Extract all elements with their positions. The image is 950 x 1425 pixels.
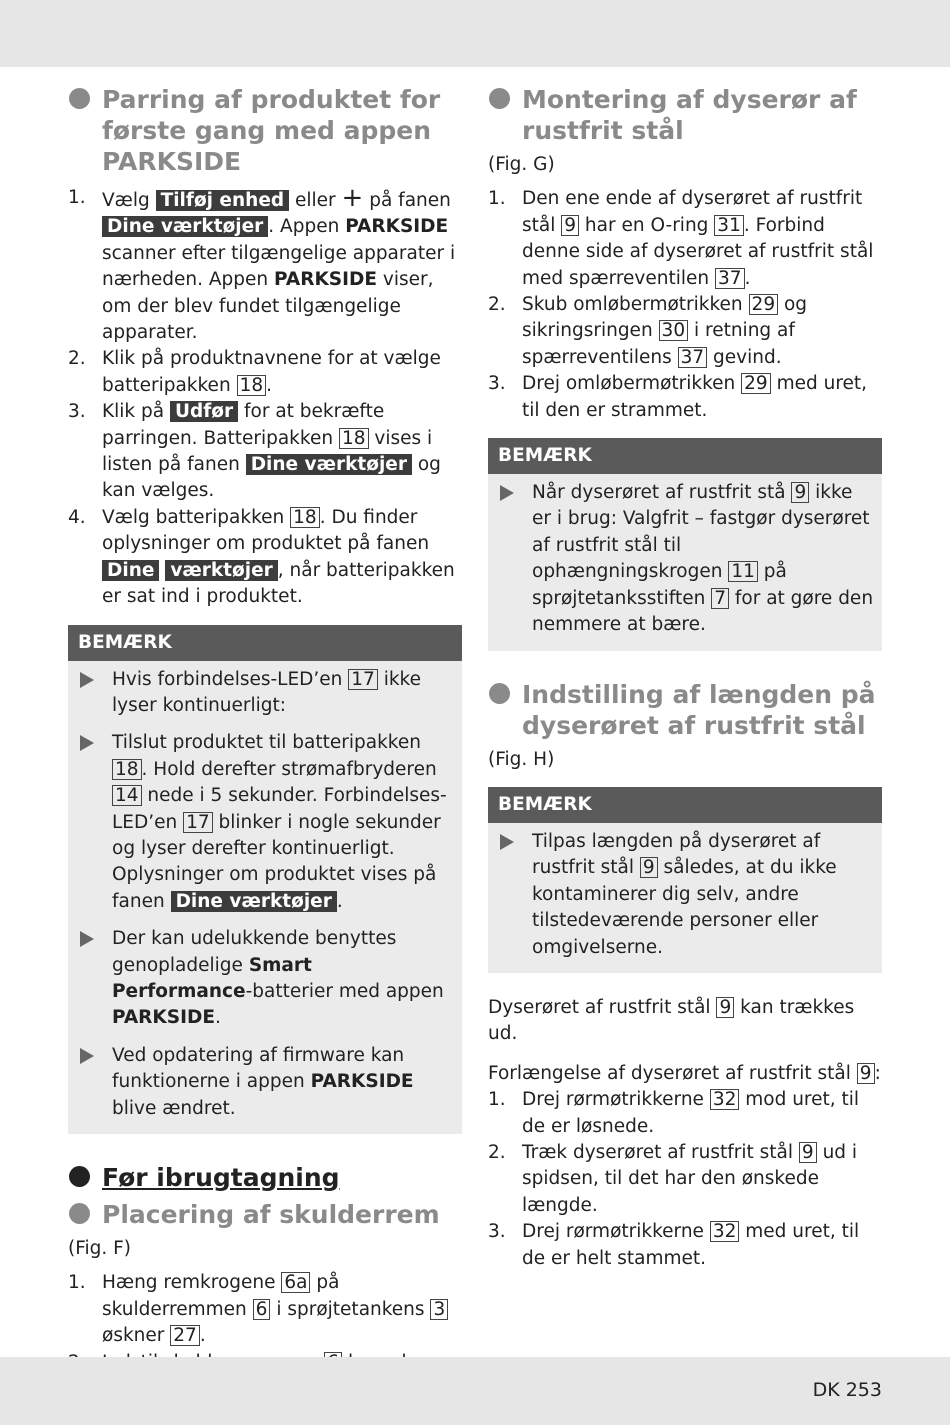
heading-mount-nozzle: Montering af dyserør af rustfrit stål [488, 84, 882, 146]
plus-icon: + [341, 183, 364, 213]
left-column [68, 84, 462, 1376]
note-heading: BEMÆRK [488, 438, 882, 474]
heading-pairing: Parring af produktet for første gang med appen PARKSIDE [68, 84, 462, 177]
note-item: Hvis forbindelses-LED’en 17 ikke lyser kontinuerligt: [68, 667, 462, 720]
ref-number: 9 [857, 1063, 875, 1084]
heading-adjust-length: Indstilling af længden på dyserøret af rustfrit stål [488, 679, 882, 741]
footer-band [0, 1357, 950, 1425]
ref-number: 18 [237, 375, 267, 396]
ref-number: 29 [749, 294, 779, 315]
ref-number: 9 [716, 997, 734, 1018]
ref-number: 9 [640, 857, 658, 878]
note-box [488, 787, 882, 973]
ref-number: 9 [791, 482, 809, 503]
ref-number: 9 [799, 1142, 817, 1163]
mount-steps [488, 186, 882, 424]
ui-label-your: Dine [102, 560, 159, 581]
list-item: 1. Hæng remkrogene 6a på skulderremmen 6 i sprøjtetankens 3 øskner 27 . [68, 1270, 462, 1349]
ref-number: 32 [710, 1089, 740, 1110]
ref-number: 3 [430, 1299, 448, 1320]
page-number: DK 253 [812, 1379, 882, 1401]
triangle-bullet-icon [80, 1048, 94, 1064]
ref-number: 18 [290, 507, 320, 528]
ref-number: 18 [339, 428, 369, 449]
note-item: Når dyserøret af rustfrit stå 9 ikke er i brug: Valgfrit – fastgør dyserøret af rustfrit stål til ophængningskrogen 11 på sprøjtetanksstiften 7 for at gøre den nemmere at bære. [488, 480, 882, 638]
list-item: 1. Vælg Tilføj enhed eller + på fanen Dine værktøjer . Appen PARKSIDE scanner efter tilgængelige apparater i nærheden. Appen PARKSIDE viser, om der blev fundet tilgængelige apparater. [68, 183, 456, 344]
ui-label-your-tools: Dine værktøjer [102, 216, 268, 237]
triangle-bullet-icon [80, 672, 94, 688]
ref-number: 17 [183, 812, 213, 833]
note-body [68, 661, 462, 1135]
ref-number: 37 [678, 347, 708, 368]
list-item: 1. Den ene ende af dyserøret af rustfrit stål 9 har en O-ring 31 . Forbind denne side af dyserøret af rustfrit stål med spærreventilen 37 . [488, 188, 874, 289]
paragraph: Forlængelse af dyserøret af rustfrit stål 9 : [488, 1062, 881, 1084]
ref-number: 27 [170, 1325, 200, 1346]
ref-number: 17 [348, 669, 378, 690]
pairing-steps [68, 185, 462, 611]
figure-reference: (Fig. F) [68, 1238, 132, 1259]
ref-number: 6 [253, 1299, 271, 1320]
list-item: 3. Klik på Udfør for at bekræfte parringen. Batteripakken 18 vises i listen på fanen Dine værktøjer og kan vælges. [68, 401, 441, 502]
list-item: 2. Skub omløbermøtrikken 29 og sikringsringen 30 i retning af spærreventilens 37 gevind. [488, 294, 808, 368]
right-column [488, 84, 882, 1272]
note-body [488, 823, 882, 973]
note-body [488, 474, 882, 650]
note-item: Ved opdatering af firmware kan funktionerne i appen PARKSIDE blive ændret. [68, 1043, 462, 1122]
note-box [488, 438, 882, 650]
ui-label-tools: værktøjer [165, 560, 277, 581]
triangle-bullet-icon [80, 931, 94, 947]
ref-number: 7 [711, 588, 729, 609]
paragraph: Dyserøret af rustfrit stål 9 kan trækkes ud. [488, 996, 855, 1045]
figure-reference: (Fig. G) [488, 154, 555, 175]
ref-number: 6a [281, 1272, 310, 1293]
heading-shoulder-strap: Placering af skulderrem [68, 1199, 462, 1230]
heading-before-use: Før ibrugtagning [68, 1162, 462, 1193]
top-margin-band [0, 0, 950, 67]
triangle-bullet-icon [500, 834, 514, 850]
ui-label-done: Udfør [170, 401, 238, 422]
list-item: 2. Klik på produktnavnene for at vælge batteripakken 18 . [68, 348, 441, 396]
note-heading: BEMÆRK [488, 787, 882, 823]
note-item: Tilslut produktet til batteripakken 18 . Hold derefter strømafbryderen 14 nede i 5 sekunder. Forbindelses-LED’en 17 blinker i nogle sekunder og lyser derefter kontinuerligt. Oplysninger om produktet vises på fanen Dine værktøjer . [68, 730, 462, 915]
list-item: 3. Drej rørmøtrikkerne 32 med uret, til de er helt stammet. [488, 1221, 860, 1269]
ui-label-add-device: Tilføj enhed [156, 190, 290, 211]
list-item: 2. Træk dyserøret af rustfrit stål 9 ud i spidsen, til det har den ønskede længde. [488, 1141, 858, 1216]
triangle-bullet-icon [80, 735, 94, 751]
ref-number: 18 [112, 759, 142, 780]
ref-number: 29 [741, 373, 771, 394]
ui-label-your-tools: Dine værktøjer [246, 454, 412, 475]
ref-number: 31 [714, 215, 744, 236]
ui-label-your-tools: Dine værktøjer [171, 891, 337, 912]
figure-reference: (Fig. H) [488, 748, 555, 770]
note-box [68, 625, 462, 1135]
note-item: Tilpas længden på dyserøret af rustfrit stål 9 således, at du ikke kontaminerer dig selv, andre tilstedeværende personer eller omgivelserne. [488, 829, 882, 961]
ref-number: 37 [715, 268, 745, 289]
ref-number: 30 [659, 320, 689, 341]
ref-number: 32 [710, 1221, 740, 1242]
list-item: 4. Vælg batteripakken 18 . Du finder oplysninger om produktet på fanen Dine værktøjer , når batteripakken er sat ind i produktet. [68, 506, 455, 608]
list-item: 1. Drej rørmøtrikkerne 32 mod uret, til de er løsnede. [488, 1089, 860, 1137]
ref-number: 9 [561, 215, 579, 236]
note-heading: BEMÆRK [68, 625, 462, 661]
note-item: Der kan udelukkende benyttes genopladelige Smart Performance-batterier med appen PARKSIDE. [68, 926, 462, 1032]
triangle-bullet-icon [500, 485, 514, 501]
ref-number: 11 [728, 561, 758, 582]
extension-steps [488, 1087, 882, 1272]
ref-number: 14 [112, 785, 142, 806]
list-item: 3. Drej omløbermøtrikken 29 med uret, til den er strammet. [488, 373, 868, 421]
